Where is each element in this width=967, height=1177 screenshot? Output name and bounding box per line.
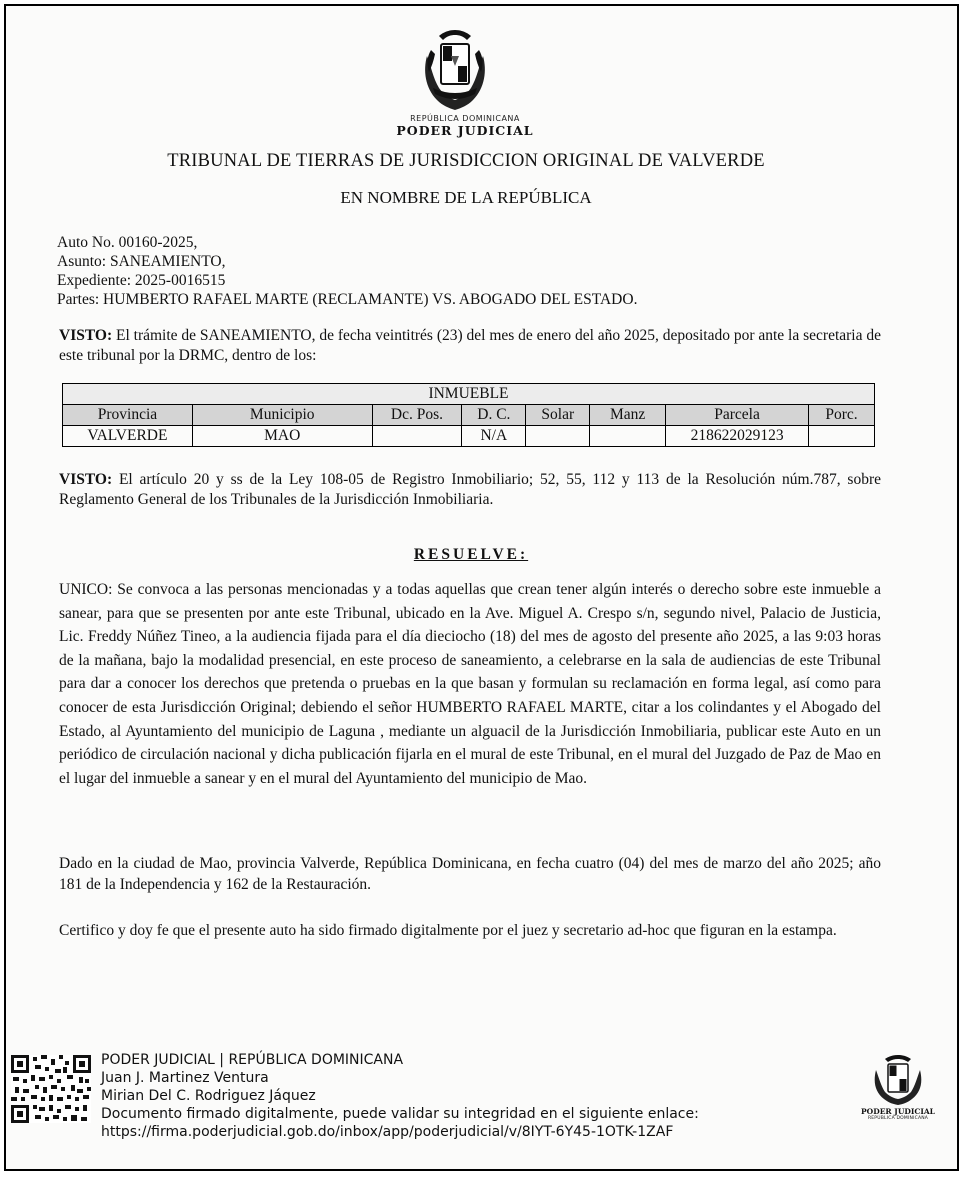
validation-note: Documento firmado digitalmente, puede validar su integridad en el siguiente enlace:: [101, 1106, 699, 1122]
col-parcela: Parcela: [666, 405, 809, 426]
visto-paragraph-1: [59, 326, 881, 365]
col-dc-pos: Dc. Pos.: [372, 405, 462, 426]
validation-link[interactable]: https://firma.poderjudicial.gob.do/inbox/app/poderjudicial/v/8IYT-6Y45-1OTK-1ZAF: [101, 1124, 674, 1140]
seal-title: PODER JUDICIAL: [396, 123, 534, 138]
footer-seal-subtitle: REPÚBLICA DOMINICANA: [867, 1116, 929, 1121]
inmueble-table: [62, 383, 875, 447]
asunto: Asunto: SANEAMIENTO,: [57, 253, 226, 270]
col-porc: Porc.: [809, 405, 875, 426]
partes: Partes: HUMBERTO RAFAEL MARTE (RECLAMANTE) VS. ABOGADO DEL ESTADO.: [57, 291, 638, 308]
inmueble-caption: INMUEBLE: [63, 384, 875, 405]
visto-lead: VISTO:: [59, 471, 113, 488]
auto-number: Auto No. 00160-2025,: [57, 234, 198, 251]
col-dc: D. C.: [462, 405, 526, 426]
resuelve-heading: RESUELVE:: [413, 546, 529, 563]
digital-signature-block: [101, 1051, 699, 1141]
cell-solar: [526, 426, 590, 447]
col-municipio: Municipio: [192, 405, 372, 426]
seal-subtitle: REPÚBLICA DOMINICANA: [410, 114, 520, 123]
court-title: TRIBUNAL DE TIERRAS DE JURISDICCION ORIGINAL DE VALVERDE: [167, 151, 765, 171]
col-provincia: Provincia: [63, 405, 193, 426]
table-row: [63, 426, 875, 447]
expediente: Expediente: 2025-0016515: [57, 272, 226, 289]
visto-text: El artículo 20 y ss de la Ley 108-05 de Registro Inmobiliario; 52, 55, 112 y 113 de la Resolución núm.787, sobre Reglamento General de los Tribunales de la Jurisdicción Inmobiliaria.: [59, 471, 881, 508]
col-manz: Manz: [590, 405, 666, 426]
in-name-heading: EN NOMBRE DE LA REPÚBLICA: [340, 188, 592, 207]
qr-code-icon: [11, 1055, 91, 1123]
cell-parcela: 218622029123: [666, 426, 809, 447]
signature-org: PODER JUDICIAL | REPÚBLICA DOMINICANA: [101, 1052, 404, 1068]
signer-secretary: Mirian Del C. Rodriguez Jáquez: [101, 1088, 316, 1104]
cell-manz: [590, 426, 666, 447]
visto-lead: VISTO:: [59, 327, 113, 344]
footer-seal-icon: [868, 1052, 928, 1107]
cell-dc-pos: [372, 426, 462, 447]
dado-paragraph: Dado en la ciudad de Mao, provincia Valverde, República Dominicana, en fecha cuatro (04) del mes de marzo del año 2025; año 181 de la Independencia y 162 de la Restauración.: [59, 855, 881, 893]
certifico-paragraph: Certifico y doy fe que el presente auto ha sido firmado digitalmente por el juez y secretario ad-hoc que figuran en la estampa.: [59, 922, 837, 939]
case-metadata: [57, 233, 637, 309]
signer-judge: Juan J. Martinez Ventura: [101, 1070, 269, 1086]
cell-municipio: MAO: [192, 426, 372, 447]
cell-dc: N/A: [462, 426, 526, 447]
unico-paragraph: UNICO: Se convoca a las personas mencionadas y a todas aquellas que crean tener algún interés o derecho sobre este inmueble a sanear, para que se presenten por ante este Tribunal, ubicado en la Ave. Miguel A. Crespo s/n, segundo nivel, Palacio de Justicia, Lic. Freddy Núñez Tineo, a la audiencia fijada para el día dieciocho (18) del mes de agosto del presente año 2025, a las 9:03 horas de la mañana, bajo la modalidad presencial, en este proceso de saneamiento, a celebrarse en la sala de audiencias de este Tribunal para dar a conocer los derechos que pretenda o pruebas en la que basan y formulan su reclamación en forma legal, así como para conocer de esta Jurisdicción Original; debiendo el señor HUMBERTO RAFAEL MARTE, citar a los colindantes y el Abogado del Estado, al Ayuntamiento del municipio de Laguna , mediante un alguacil de la Jurisdicción Inmobiliaria, publicar este Auto en un periódico de circulación nacional y dicha publicación fijarla en el mural de este Tribunal, en el mural del Juzgado de Paz de Mao en el lugar del inmueble a sanear y en el mural del Ayuntamiento del municipio de Mao.: [59, 581, 881, 787]
col-solar: Solar: [526, 405, 590, 426]
visto-text: El trámite de SANEAMIENTO, de fecha veintitrés (23) del mes de enero del año 2025, depositado por ante la secretaria de este tribunal por la DRMC, dentro de los:: [59, 327, 881, 364]
coat-of-arms-icon: [415, 26, 495, 114]
cell-porc: [809, 426, 875, 447]
cell-provincia: VALVERDE: [63, 426, 193, 447]
visto-paragraph-2: [59, 470, 881, 509]
footer-seal-title: PODER JUDICIAL: [861, 1107, 935, 1116]
